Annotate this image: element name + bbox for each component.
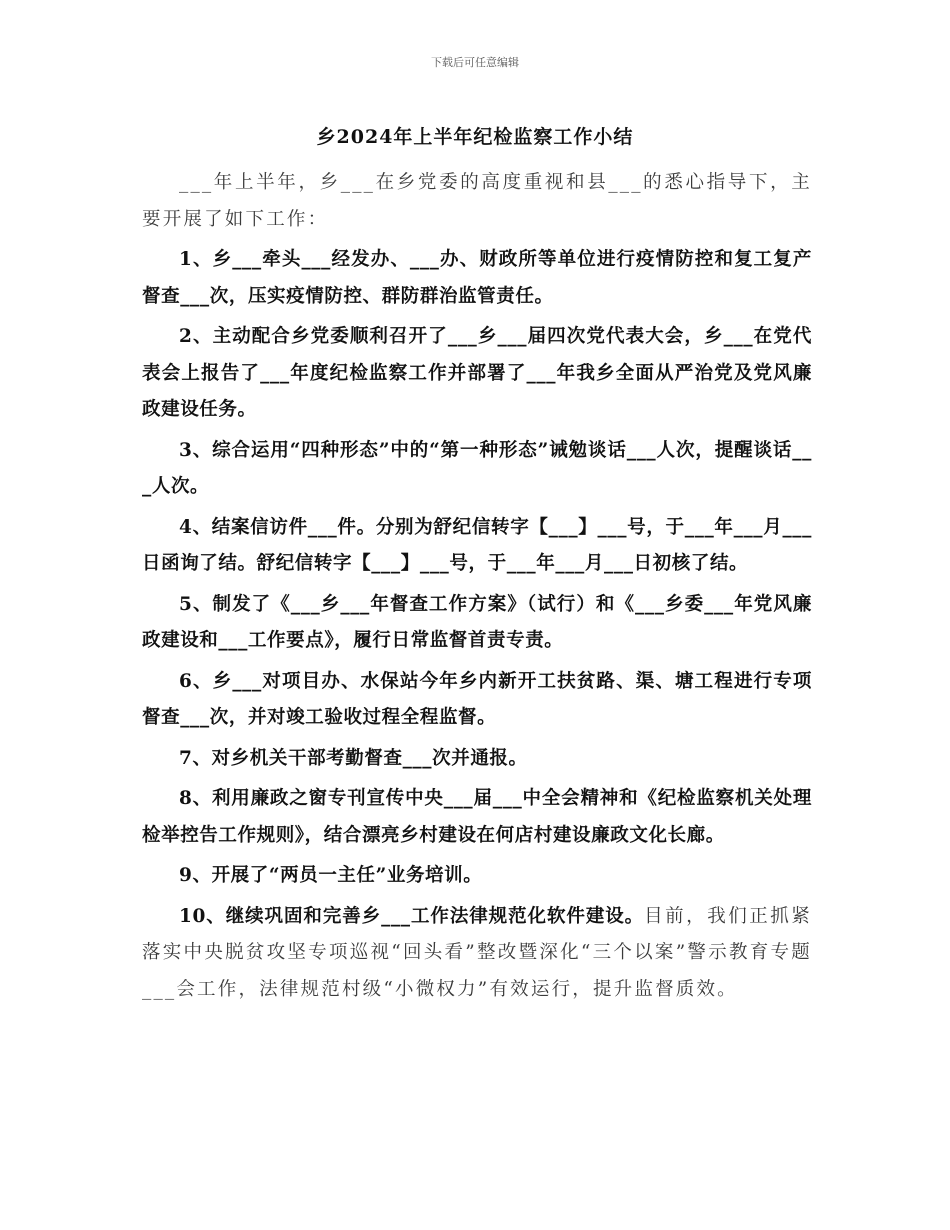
item-paragraph-1: 1、乡___牵头___经发办、___办、财政所等单位进行疫情防控和复工复产督查___次，压实疫情防控、群防群治监管责任。 — [142, 249, 812, 307]
item-paragraph-6: 6、乡___对项目办、水保站今年乡内新开工扶贫路、渠、塘工程进行专项督查___次，并对竣工验收过程全程监督。 — [142, 670, 812, 728]
item-paragraph-8: 8、利用廉政之窗专刊宣传中央___届___中全会精神和《纪检监察机关处理检举控告工作规则》，结合漂亮乡村建设在何店村建设廉政文化长廊。 — [142, 788, 812, 846]
document-body — [142, 165, 812, 1012]
item-paragraph-5: 5、制发了《___乡___年督查工作方案》（试行）和《___乡委___年党风廉政建设和___工作要点》，履行日常监督首责专责。 — [142, 593, 812, 651]
item-paragraph-3: 3、综合运用“四种形态”中的“第一种形态”诫勉谈话___人次，提醒谈话___人次。 — [142, 439, 812, 497]
item-paragraph-4: 4、结案信访件___件。分别为舒纪信转字【___】___号，于___年___月___日函询了结。舒纪信转字【___】___号，于___年___月___日初核了结。 — [142, 516, 812, 574]
item-paragraph-7: 7、对乡机关干部考勤督查___次并通报。 — [179, 747, 528, 769]
page-header: 下载后可任意编辑 — [431, 56, 519, 69]
item-paragraph-2: 2、主动配合乡党委顺利召开了___乡___届四次党代表大会，乡___在党代表会上报告了___年度纪检监察工作并部署了___年我乡全面从严治党及党风廉政建设任务。 — [142, 326, 812, 420]
intro-paragraph: ___年上半年，乡___在乡党委的高度重视和县___的悉心指导下，主要开展了如下工作： — [142, 172, 812, 230]
item-10-rest: 目前，我们正抓紧落实中央脱贫攻坚专项巡视“回头看”整改暨深化“三个以案”警示教育专题___会工作，法律规范村级“小微权力”有效运行，提升监督质效。 — [142, 905, 812, 1000]
document-title: 乡2024年上半年纪检监察工作小结 — [316, 126, 634, 148]
item-paragraph-9: 9、开展了“两员一主任”业务培训。 — [179, 865, 483, 886]
item-paragraph-10 — [142, 899, 812, 1009]
item-10-lead: 10、继续巩固和完善乡___工作法律规范化软件建设。 — [179, 905, 645, 927]
